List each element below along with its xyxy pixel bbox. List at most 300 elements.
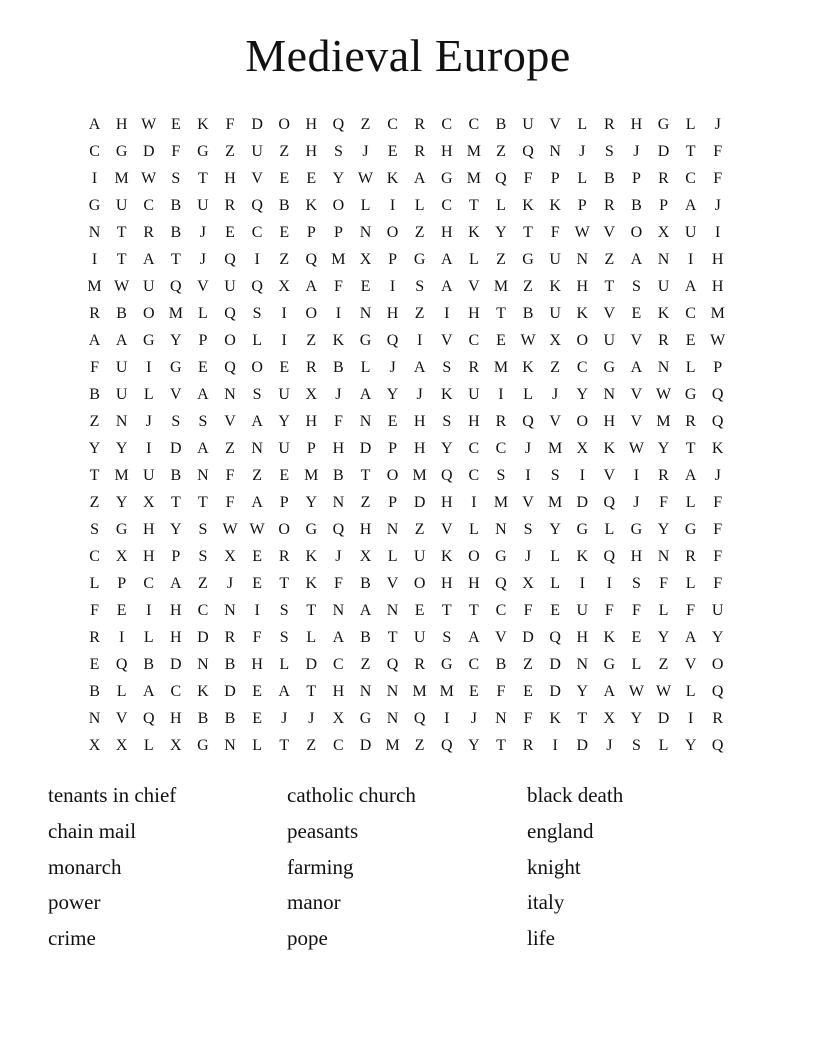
grid-letter-r12-c16: R [495, 413, 507, 430]
grid-letter-r19-c20: F [604, 602, 614, 619]
grid-letter-r24-c8: T [279, 737, 290, 754]
grid-letter-r24-c18: I [552, 737, 558, 754]
grid-letter-r23-c10: X [332, 710, 345, 727]
grid-letter-r11-c22: W [655, 386, 672, 403]
grid-letter-r1-c19: L [577, 116, 588, 133]
grid-letter-r9-c13: I [417, 332, 423, 349]
grid-letter-r7-c22: U [657, 278, 670, 295]
grid-letter-r20-c23: A [684, 629, 697, 646]
grid-letter-r8-c22: K [657, 305, 670, 322]
grid-letter-r23-c24: R [712, 710, 724, 727]
grid-letter-r3-c9: E [306, 170, 317, 187]
grid-letter-r19-c13: E [414, 602, 425, 619]
grid-letter-r13-c2: Y [115, 440, 128, 457]
grid-letter-r6-c19: N [576, 251, 589, 268]
grid-letter-r3-c20: B [603, 170, 615, 187]
grid-letter-r3-c5: T [198, 170, 208, 187]
grid-letter-r24-c15: Y [468, 737, 480, 754]
grid-letter-r6-c6: Q [224, 251, 236, 268]
grid-letter-r3-c17: F [523, 170, 533, 187]
grid-letter-r11-c21: V [630, 386, 643, 403]
grid-letter-r24-c22: L [658, 737, 669, 754]
grid-letter-r8-c5: L [198, 305, 208, 322]
grid-letter-r3-c15: M [466, 170, 481, 187]
grid-letter-r23-c23: I [687, 710, 694, 727]
grid-letter-r15-c16: M [493, 494, 509, 511]
grid-letter-r20-c21: E [631, 629, 642, 646]
grid-letter-r19-c22: L [658, 602, 669, 619]
grid-letter-r9-c10: K [332, 332, 345, 349]
grid-letter-r9-c9: Z [306, 332, 317, 349]
grid-letter-r3-c13: A [413, 170, 426, 187]
grid-letter-r2-c4: F [171, 143, 181, 160]
grid-letter-r13-c7: N [251, 440, 263, 457]
grid-letter-r7-c2: W [114, 278, 130, 295]
grid-letter-r19-c12: N [386, 602, 399, 619]
grid-letter-r16-c17: S [523, 521, 533, 538]
grid-letter-r11-c19: Y [576, 386, 589, 403]
grid-letter-r10-c5: E [198, 359, 208, 376]
grid-letter-r10-c23: L [685, 359, 696, 376]
grid-letter-r24-c14: Q [440, 737, 453, 754]
grid-letter-r18-c23: L [685, 575, 696, 592]
grid-letter-r15-c24: F [713, 494, 723, 511]
grid-letter-r9-c4: Y [170, 332, 182, 349]
grid-letter-r7-c14: A [440, 278, 453, 295]
grid-letter-r20-c11: B [360, 629, 371, 646]
grid-letter-r6-c5: J [199, 251, 207, 268]
grid-letter-r15-c10: N [332, 494, 345, 511]
grid-letter-r5-c5: J [199, 224, 207, 241]
grid-letter-r23-c11: G [359, 710, 372, 727]
grid-letter-r18-c17: X [522, 575, 534, 592]
grid-letter-r23-c6: B [224, 710, 236, 727]
grid-letter-r22-c5: K [197, 683, 209, 700]
grid-letter-r8-c14: I [444, 305, 450, 322]
grid-letter-r19-c4: H [170, 602, 182, 619]
grid-letter-r7-c18: K [549, 278, 561, 295]
word-item: italy [527, 890, 565, 915]
grid-letter-r4-c13: L [414, 197, 425, 214]
grid-letter-r20-c14: S [442, 629, 452, 646]
grid-letter-r21-c1: E [89, 656, 100, 673]
grid-letter-r21-c15: C [468, 656, 480, 673]
grid-letter-r5-c22: X [657, 224, 670, 241]
grid-letter-r11-c13: J [416, 386, 423, 403]
grid-letter-r11-c10: J [335, 386, 342, 403]
word-list-column-1 [48, 778, 287, 957]
grid-letter-r18-c6: J [226, 575, 234, 592]
grid-letter-r12-c14: S [442, 413, 452, 430]
grid-letter-r17-c3: H [142, 548, 155, 565]
grid-letter-r2-c13: R [414, 143, 425, 160]
grid-letter-r16-c22: Y [657, 521, 670, 538]
grid-letter-r23-c14: I [444, 710, 450, 727]
grid-letter-r24-c21: S [631, 737, 641, 754]
grid-letter-r21-c21: L [631, 656, 642, 673]
grid-letter-r17-c16: G [495, 548, 507, 565]
grid-letter-r3-c14: G [440, 170, 453, 187]
grid-letter-r8-c1: R [89, 305, 100, 322]
grid-letter-r5-c12: O [386, 224, 399, 241]
grid-letter-r13-c5: A [197, 440, 209, 457]
grid-letter-r7-c3: U [142, 278, 155, 295]
grid-letter-r18-c8: T [279, 575, 290, 592]
grid-letter-r8-c11: N [359, 305, 372, 322]
grid-letter-r21-c8: L [279, 656, 290, 673]
grid-letter-r9-c20: U [603, 332, 616, 349]
grid-letter-r6-c17: G [522, 251, 534, 268]
grid-letter-r12-c9: H [305, 413, 318, 430]
grid-letter-r21-c4: D [170, 656, 182, 673]
grid-letter-r21-c12: Q [386, 656, 399, 673]
grid-letter-r24-c2: X [115, 737, 128, 754]
grid-letter-r23-c5: B [197, 710, 209, 727]
grid-letter-r20-c18: Q [549, 629, 561, 646]
grid-letter-r4-c14: C [441, 197, 453, 214]
grid-letter-r11-c17: L [523, 386, 533, 403]
grid-letter-r4-c21: B [631, 197, 642, 214]
grid-letter-r20-c10: A [332, 629, 345, 646]
grid-letter-r23-c4: H [170, 710, 182, 727]
grid-letter-r8-c18: U [549, 305, 561, 322]
grid-letter-r7-c15: V [468, 278, 480, 295]
grid-letter-r3-c6: H [224, 170, 236, 187]
grid-letter-r11-c6: N [224, 386, 236, 403]
grid-letter-r17-c9: K [305, 548, 318, 565]
grid-letter-r15-c23: L [685, 494, 696, 511]
grid-letter-r5-c1: N [88, 224, 101, 241]
grid-letter-r19-c11: A [359, 602, 372, 619]
grid-letter-r18-c1: L [89, 575, 100, 592]
grid-letter-r8-c2: B [116, 305, 127, 322]
grid-letter-r24-c9: Z [306, 737, 317, 754]
grid-letter-r16-c9: G [305, 521, 318, 538]
grid-letter-r5-c15: K [468, 224, 480, 241]
grid-letter-r22-c4: C [170, 683, 182, 700]
grid-letter-r8-c16: T [496, 305, 506, 322]
word-item: power [48, 890, 101, 915]
grid-letter-r10-c10: B [333, 359, 344, 376]
grid-letter-r5-c24: I [715, 224, 721, 241]
grid-letter-r14-c22: R [658, 467, 669, 484]
grid-letter-r3-c3: W [141, 170, 157, 187]
grid-letter-r1-c13: R [414, 116, 425, 133]
grid-letter-r1-c1: A [88, 116, 101, 133]
grid-letter-r10-c17: K [522, 359, 534, 376]
word-list [48, 778, 747, 957]
grid-letter-r4-c7: Q [251, 197, 263, 214]
grid-letter-r17-c11: X [359, 548, 372, 565]
grid-letter-r6-c4: T [170, 251, 181, 268]
grid-letter-r8-c8: I [281, 305, 287, 322]
grid-letter-r15-c11: Z [360, 494, 371, 511]
grid-letter-r14-c20: V [603, 467, 616, 484]
grid-letter-r3-c21: P [631, 170, 641, 187]
grid-letter-r18-c20: I [606, 575, 612, 592]
grid-letter-r20-c8: S [279, 629, 289, 646]
grid-letter-r10-c24: P [713, 359, 723, 376]
grid-letter-r6-c15: L [468, 251, 479, 268]
grid-letter-r6-c20: Z [604, 251, 615, 268]
grid-letter-r22-c15: E [468, 683, 479, 700]
grid-letter-r14-c11: T [360, 467, 371, 484]
grid-letter-r24-c19: D [576, 737, 589, 754]
grid-letter-r2-c16: Z [496, 143, 506, 160]
grid-letter-r1-c7: D [251, 116, 263, 133]
grid-letter-r16-c2: G [115, 521, 128, 538]
grid-letter-r5-c23: U [684, 224, 697, 241]
grid-letter-r8-c7: S [252, 305, 262, 322]
grid-letter-r24-c24: Q [711, 737, 724, 754]
grid-letter-r13-c21: W [628, 440, 644, 457]
grid-letter-r18-c14: H [440, 575, 453, 592]
grid-letter-r9-c23: E [685, 332, 696, 349]
grid-letter-r7-c5: V [197, 278, 209, 295]
grid-letter-r4-c20: R [603, 197, 615, 214]
grid-letter-r11-c5: A [197, 386, 209, 403]
grid-letter-r13-c18: M [548, 440, 563, 457]
grid-letter-r1-c22: G [657, 116, 670, 133]
grid-letter-r9-c24: W [710, 332, 726, 349]
grid-letter-r16-c15: L [468, 521, 479, 538]
grid-letter-r4-c4: B [170, 197, 182, 214]
grid-letter-r13-c20: K [603, 440, 616, 457]
grid-letter-r9-c5: P [198, 332, 208, 349]
grid-letter-r3-c24: F [713, 170, 723, 187]
puzzle-title: Medieval Europe [245, 30, 571, 81]
grid-letter-r5-c3: R [143, 224, 155, 241]
grid-letter-r24-c17: R [522, 737, 534, 754]
grid-letter-r9-c12: Q [386, 332, 399, 349]
grid-letter-r8-c3: O [142, 305, 155, 322]
grid-letter-r21-c10: C [333, 656, 344, 673]
grid-letter-r6-c21: A [630, 251, 643, 268]
grid-letter-r18-c7: E [252, 575, 262, 592]
grid-letter-r6-c7: I [254, 251, 260, 268]
grid-letter-r12-c21: V [630, 413, 643, 430]
grid-letter-r2-c14: H [440, 143, 453, 160]
grid-letter-r6-c13: G [413, 251, 426, 268]
grid-letter-r16-c14: V [440, 521, 453, 538]
grid-letter-r20-c6: R [224, 629, 236, 646]
grid-letter-r16-c3: H [142, 521, 155, 538]
grid-letter-r15-c8: P [279, 494, 289, 511]
grid-letter-r22-c24: Q [711, 683, 724, 700]
grid-letter-r2-c15: M [466, 143, 481, 160]
grid-letter-r9-c6: O [224, 332, 236, 349]
grid-letter-r20-c17: D [522, 629, 534, 646]
grid-letter-r15-c18: M [548, 494, 563, 511]
grid-letter-r14-c15: C [468, 467, 480, 484]
grid-letter-r18-c19: I [579, 575, 585, 592]
grid-letter-r10-c9: R [305, 359, 317, 376]
word-item: pope [287, 926, 328, 951]
grid-letter-r7-c6: U [224, 278, 236, 295]
grid-letter-r16-c21: G [630, 521, 643, 538]
grid-letter-r3-c22: R [658, 170, 669, 187]
grid-letter-r9-c8: I [281, 332, 287, 349]
grid-letter-r22-c22: W [655, 683, 672, 700]
grid-letter-r12-c5: S [198, 413, 208, 430]
grid-letter-r23-c2: V [115, 710, 128, 727]
grid-letter-r2-c7: U [251, 143, 263, 160]
grid-letter-r14-c21: I [633, 467, 640, 484]
grid-letter-r24-c23: Y [684, 737, 697, 754]
grid-letter-r14-c18: S [550, 467, 560, 484]
grid-letter-r4-c9: K [305, 197, 318, 214]
grid-letter-r13-c10: H [332, 440, 345, 457]
grid-letter-r8-c6: Q [224, 305, 236, 322]
grid-letter-r22-c11: N [359, 683, 372, 700]
grid-letter-r16-c1: S [90, 521, 99, 538]
grid-letter-r2-c20: S [604, 143, 614, 160]
grid-letter-r23-c17: F [523, 710, 533, 727]
grid-letter-r12-c12: E [387, 413, 398, 430]
grid-letter-r5-c21: O [630, 224, 643, 241]
grid-letter-r21-c22: Z [658, 656, 669, 673]
grid-letter-r23-c16: N [495, 710, 507, 727]
grid-letter-r2-c24: F [713, 143, 723, 160]
grid-letter-r15-c12: P [388, 494, 398, 511]
grid-letter-r19-c18: E [550, 602, 561, 619]
grid-letter-r20-c13: U [413, 629, 426, 646]
grid-letter-r8-c4: M [168, 305, 183, 322]
grid-letter-r13-c3: I [146, 440, 152, 457]
grid-letter-r1-c2: H [115, 116, 128, 133]
grid-letter-r1-c4: E [170, 116, 181, 133]
grid-letter-r22-c21: W [628, 683, 644, 700]
grid-letter-r19-c10: N [332, 602, 345, 619]
grid-letter-r12-c23: R [685, 413, 696, 430]
grid-letter-r9-c14: V [440, 332, 453, 349]
grid-letter-r2-c19: J [579, 143, 586, 160]
grid-letter-r24-c12: M [385, 737, 400, 754]
grid-letter-r20-c9: L [306, 629, 317, 646]
grid-letter-r11-c2: U [115, 386, 128, 403]
grid-letter-r3-c7: V [251, 170, 263, 187]
grid-letter-r2-c18: N [549, 143, 561, 160]
grid-letter-r21-c16: B [495, 656, 507, 673]
grid-letter-r19-c23: F [686, 602, 696, 619]
grid-letter-r21-c6: B [224, 656, 236, 673]
grid-letter-r19-c16: C [495, 602, 507, 619]
grid-letter-r16-c12: N [386, 521, 399, 538]
grid-letter-r24-c11: D [359, 737, 372, 754]
grid-letter-r22-c14: M [439, 683, 454, 700]
grid-letter-r4-c8: B [278, 197, 290, 214]
grid-letter-r19-c8: S [279, 602, 289, 619]
word-item: catholic church [287, 783, 416, 807]
grid-letter-r1-c18: V [549, 116, 561, 133]
grid-letter-r18-c5: Z [198, 575, 208, 592]
grid-letter-r4-c15: T [468, 197, 479, 214]
grid-letter-r3-c19: L [577, 170, 588, 187]
word-item: manor [287, 890, 341, 915]
grid-letter-r7-c23: A [684, 278, 697, 295]
grid-letter-r16-c24: F [713, 521, 723, 538]
grid-letter-r16-c23: G [684, 521, 697, 538]
grid-letter-r23-c15: J [470, 710, 477, 727]
grid-letter-r22-c9: T [306, 683, 317, 700]
grid-letter-r15-c3: X [142, 494, 155, 511]
grid-letter-r9-c2: A [115, 332, 128, 349]
grid-letter-r9-c15: C [468, 332, 480, 349]
grid-letter-r2-c12: E [387, 143, 398, 160]
grid-letter-r21-c24: O [711, 656, 724, 673]
grid-letter-r2-c22: D [657, 143, 670, 160]
grid-letter-r16-c6: W [222, 521, 238, 538]
grid-letter-r17-c14: K [440, 548, 453, 565]
grid-letter-r7-c7: Q [251, 278, 263, 295]
grid-letter-r10-c3: I [146, 359, 152, 376]
grid-letter-r6-c22: N [657, 251, 670, 268]
grid-letter-r1-c6: F [225, 116, 235, 133]
grid-letter-r3-c12: K [386, 170, 399, 187]
grid-letter-r17-c20: Q [603, 548, 616, 565]
grid-letter-r13-c13: H [413, 440, 426, 457]
grid-letter-r6-c24: H [711, 251, 724, 268]
grid-letter-r9-c21: V [630, 332, 643, 349]
grid-letter-r21-c11: Z [360, 656, 371, 673]
grid-letter-r22-c19: Y [576, 683, 589, 700]
grid-letter-r14-c14: Q [440, 467, 453, 484]
grid-letter-r18-c24: F [713, 575, 723, 592]
grid-letter-r18-c2: P [117, 575, 127, 592]
grid-letter-r7-c24: H [711, 278, 724, 295]
grid-letter-r14-c17: I [525, 467, 531, 484]
grid-letter-r1-c10: Q [332, 116, 345, 133]
grid-letter-r10-c6: Q [224, 359, 236, 376]
grid-letter-r2-c17: Q [522, 143, 534, 160]
grid-letter-r20-c22: Y [657, 629, 670, 646]
grid-letter-r12-c1: Z [89, 413, 100, 430]
word-item: life [527, 926, 555, 951]
word-item: monarch [48, 854, 122, 879]
grid-letter-r19-c7: I [254, 602, 260, 619]
grid-letter-r19-c9: T [306, 602, 317, 619]
grid-letter-r20-c20: K [603, 629, 616, 646]
grid-letter-r12-c10: F [333, 413, 343, 430]
grid-letter-r7-c16: M [493, 278, 509, 295]
grid-letter-r7-c8: X [278, 278, 290, 295]
grid-letter-r1-c8: O [278, 116, 290, 133]
grid-letter-r12-c15: H [468, 413, 480, 430]
grid-letter-r17-c1: C [89, 548, 100, 565]
grid-letter-r13-c17: J [524, 440, 532, 457]
grid-letter-r21-c23: V [684, 656, 697, 673]
grid-letter-r24-c3: L [143, 737, 154, 754]
grid-letter-r21-c17: Z [523, 656, 533, 673]
grid-letter-r12-c11: N [359, 413, 372, 430]
grid-letter-r12-c3: J [145, 413, 152, 430]
grid-letter-r1-c9: H [305, 116, 318, 133]
grid-letter-r16-c11: H [359, 521, 372, 538]
grid-letter-r16-c13: Z [414, 521, 425, 538]
grid-letter-r14-c16: S [496, 467, 506, 484]
grid-letter-r18-c9: K [305, 575, 318, 592]
grid-letter-r14-c24: J [714, 467, 721, 484]
grid-letter-r15-c14: H [440, 494, 453, 511]
grid-letter-r17-c2: X [115, 548, 128, 565]
grid-letter-r3-c10: Y [332, 170, 345, 187]
grid-letter-r20-c1: R [89, 629, 100, 646]
grid-letter-r20-c19: H [576, 629, 589, 646]
grid-letter-r20-c7: F [252, 629, 262, 646]
grid-letter-r4-c19: P [577, 197, 587, 214]
grid-letter-r12-c13: H [413, 413, 426, 430]
grid-letter-r5-c2: T [116, 224, 127, 241]
